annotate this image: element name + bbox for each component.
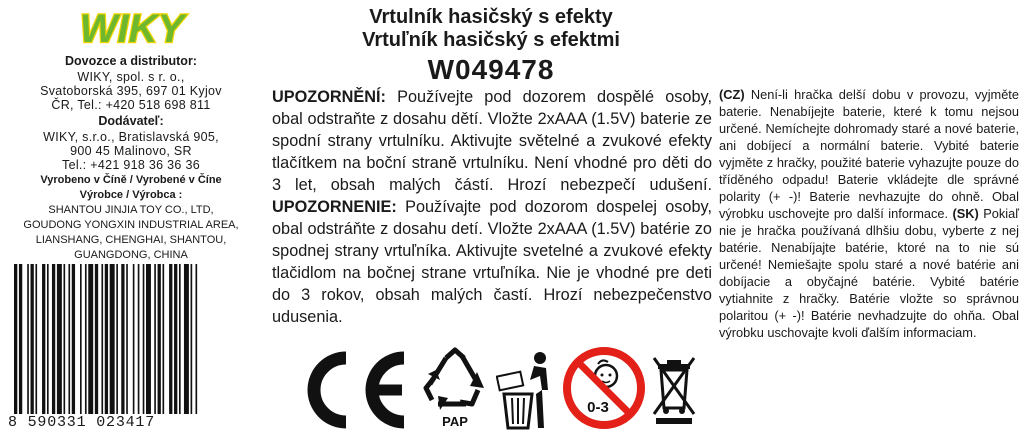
left-column	[0, 0, 262, 441]
supplier-line: Tel.: +421 918 36 36 36	[62, 158, 200, 172]
age-warning-icon	[562, 346, 646, 430]
warning-text	[272, 86, 712, 328]
barcode	[14, 264, 250, 414]
recycle-pap-icon	[422, 346, 488, 432]
barcode-number: 8 590331 023417	[8, 414, 156, 431]
importer-line: ČR, Tel.: +420 518 698 811	[51, 98, 211, 112]
supplier-line: 900 45 Malinovo, SR	[70, 144, 192, 158]
product-title-sk: Vrtuľník hasičský s efektmi	[362, 29, 620, 51]
crossed-bin-icon	[652, 352, 696, 426]
supplier-line: WIKY, s.r.o., Bratislavská 905,	[43, 130, 219, 144]
svg-text:WIKY: WIKY	[79, 7, 185, 50]
importer-heading: Dovozce a distributor:	[65, 54, 197, 68]
symbols-row	[296, 346, 696, 434]
manufacturer-line: LIANSHANG, CHENGHAI, SHANTOU,	[35, 234, 227, 246]
warning-text-cz: Používejte pod dozorem dospělé osoby, obal odstraňte z dosahu dětí. Vložte 2xAAA (1.5V) baterie ze spodní strany vrtulníku. Aktivujte světelné a zvukové efekty tlačítkem na boční straně vrtulníku. Není vhodné pro děti do 3 let, obsah malých částí. Hrozí nebezpečí udušení.	[272, 88, 712, 194]
battery-info-text	[719, 86, 1019, 341]
battery-label-cz: (CZ)	[719, 87, 745, 102]
origin-text: Vyrobeno v Číně / Vyrobené v Číne	[40, 174, 222, 186]
manufacturer-line: GUANGDONG, CHINA	[74, 249, 188, 261]
barcode-bars-icon	[14, 264, 250, 414]
ce-mark-icon	[296, 350, 414, 430]
right-column	[719, 0, 1021, 441]
warning-label-cz: UPOZORNĚNÍ:	[272, 88, 386, 106]
warning-text-sk: Používajte pod dozorom dospelej osoby, obal odstráňte z dosahu detí. Vložte 2xAAA (1.5V) batérie zo spodnej strany vrtuľníka. Aktivujte svetelné a zvukové efekty tlačidlom na bočnej strane vrtuľníka. Nie je vhodné pre deti do 3 rokov, obsah malých častí. Hrozí nebezpečenstvo udusenia.	[272, 198, 712, 326]
importer-line: WIKY, spol. s r. o.,	[77, 70, 185, 84]
svg-text:PAP: PAP	[442, 414, 468, 429]
manufacturer-line: GOUDONG YONGXIN INDUSTRIAL AREA,	[23, 219, 239, 231]
battery-label-sk: (SK)	[952, 206, 979, 221]
warning-label-sk: UPOZORNENIE:	[272, 198, 397, 216]
manufacturer-line: SHANTOU JINJIA TOY CO., LTD,	[48, 204, 214, 216]
product-code: W049478	[427, 54, 555, 85]
product-title-cz: Vrtulník hasičský s efekty	[369, 6, 613, 28]
manufacturer-heading: Výrobce / Výrobca :	[79, 189, 183, 201]
battery-text-cz: Není-li hračka delší dobu v provozu, vyjměte baterie. Nenabíjejte baterie, které k tomu nejsou určené. Nemíchejte dohromady staré a nové baterie, ani dobíjecí a normální baterie. Vybité baterie vyjměte z hračky, použité baterie vyhazujte pouze do tříděného odpadu! Baterie vkládejte dle správné polarity (+ -)! Baterie nevhazujte do ohně. Obal výrobku uschovejte pro další informace.	[719, 87, 1019, 221]
wiky-logo-icon	[62, 4, 202, 50]
middle-column	[268, 0, 714, 441]
importer-line: Svatoborská 395, 697 01 Kyjov	[40, 84, 222, 98]
svg-text:0-3: 0-3	[587, 399, 609, 416]
supplier-heading: Dodávateľ:	[98, 114, 164, 128]
tidyman-icon	[496, 350, 554, 430]
wiky-logo	[62, 4, 202, 50]
battery-text-sk: Pokiaľ nie je hračka používaná dlhšiu dobu, vyberte z nej batérie. Nenabíjajte batérie, ktoré na to nie sú určené! Nemiešajte spolu staré a nové batérie ani dobíjacie a obyčajné batérie. Vybité batérie vytiahnite z hračky. Batérie vložte so správnou polaritou (+ -)! Batérie nevhadzujte do ohňa. Obal výrobku uschovajte kvoli ďalším informaciam.	[719, 206, 1019, 340]
